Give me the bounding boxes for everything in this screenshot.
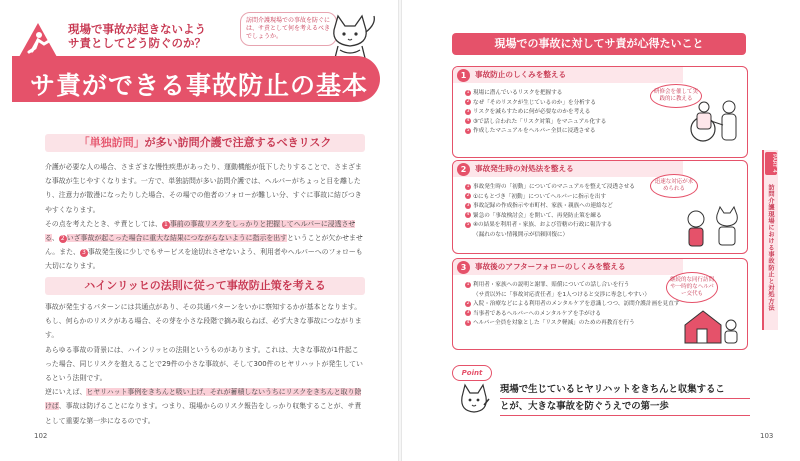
item-list [465,183,680,240]
list-item: 1 現場に潜んでいるリスクを把握する [466,89,563,96]
list-item: 4 ヘルパー全員を対象とした「リスク軽減」のための再教育を行う [466,319,635,326]
list-item: 2 ①にもとづき「初動」についてヘルパーに指示を出す [466,193,607,200]
page-number-right: 103 [760,432,774,440]
list-item: 3 当事者であるヘルパーへのメンタルケアを手がける [466,310,601,317]
section-heading-heinrich: ハインリッヒの法則に従って事故防止策を考える [45,277,365,295]
paragraph-heinrich-law: 事故が発生するパターンには共通点があり、その共通パターンをいかに察知するかが基本となります。もし、何らかのリスクがある場合、その芽を小さな段階で摘み取らねば、必ず大きな事故につながります。 あらゆる事故の背景には、ハインリッヒの法則というものがあります。これは、大きな事故が1件起こった場合、同じリスクを抱えることで29件の小さな事故が、そして300件のヒヤリハットが発生しているという法則です。 逆にいえば、ヒヤリハット事例をきちんと吸い上げ、それが蓄積しないうちにリスクをきちんと取り除けば、事故は防げることになります。つまり、現場からのリスク報告をしっかり収集することが、サ責として重要な第一歩になるのです。 [45,303,363,425]
tip-bubble: 研修会を催して実践的に教える [650,84,702,108]
item-list [465,89,680,137]
list-item: 1 事故発生時の「初動」についてのマニュアルを整えて浸透させる [466,183,635,190]
box-after-follow-up [452,258,748,350]
list-item: 3 事故記録の作成指示や市町村、家族・親族への連絡など [466,202,613,209]
box-header [453,161,683,177]
home-visit-illustration [681,307,741,345]
section-heading-single-visit: 「単独訪問」が多い訪問介護で注意するべきリスク [45,134,365,152]
tip-bubble: 継続的な同行訪問や一時的なヘルパー交代も [666,272,718,303]
list-item: 5 ④の結果を利用者・家族、および管轄の行政に報告する [466,221,613,228]
cat-pointing-icon [456,381,492,421]
tip-bubble: 迅速な対応が求められる [650,174,698,198]
box-number: 2 [457,163,470,176]
list-item: 1 利用者・家族への説明と謝罪、賠償についての話し合いを行う [466,281,630,288]
box-number: 1 [457,69,470,82]
item-list [465,281,680,329]
box-title: 事故防止のしくみを整える [475,70,567,79]
question-title: 現場で事故が起きないよう サ責としてどう防ぐのか？ [68,22,206,50]
box-accident-prevention [452,66,748,158]
list-item: 5 作成したマニュアルをヘルパー全員に浸透させる [466,127,596,134]
page-title: サ責ができる事故防止の基本 [30,71,369,100]
list-item: 2 入院・治療などによる利用者のメンタルケアを意識しつつ、訪問介護計画を見直す [466,300,680,307]
point-badge: Point [452,365,492,381]
list-item: 3 リスクを減らすために何が必要なのかを考える [466,108,591,115]
box-incident-response [452,160,748,254]
list-item: （漏れのない情報開示が信頼回復に） [473,231,569,238]
point-summary: 現場で生じているヒヤリハットをきちんと収集するこ とが、大きな事故を防ぐうえでの第一歩 [500,382,750,416]
list-item: （サ責以外に「事故対応責任者」を1人つけると交渉に専念しやすい） [473,291,650,298]
right-page [400,0,800,461]
list-item: 4 緊急の「事故検討会」を開いて、再発防止策を練る [466,212,602,219]
section-banner: 現場での事故に対してサ責が心得たいこと [452,33,746,55]
list-item: 4 ③で話し合われた「リスク対策」をマニュアル化する [466,118,607,125]
chapter-side-tab [762,150,778,330]
paragraph-single-visit-risk: 介護が必要な人の場合、さまざまな慢性疾患があったり、運動機能が低下したりすることで、さまざまな事故が生じやすくなります。一方で、単独訪問が多い訪問介護では、ヘルパーがちょっと目を離したり、注意力が散漫になったりした場合、その場での他者のフォローが難しい分、すぐに事故に結びつきやすくなります。 その点を考えたとき、サ責としては、 1 事前の事故リスクをしっかりと把握してヘルパーに浸透させる、 2 いざ事故が起こった場合に重大な結果につながらないように指示を出すということが欠かせません。また、 3 事故発生後に少しでもサービスを途切れさせないよう、利用者やヘルパーへのフォローも大切になります。 [45,163,363,271]
discussion-illustration [681,205,743,249]
box-title: 事故発生時の対処法を整える [475,164,574,173]
speech-note: 訪問介護現場での事故を防ぐには、サ責として何を考えるべきでしょうか。 [240,12,337,46]
box-title: 事故後のアフターフォローのしくみを整える [475,262,626,271]
list-item: 2 なぜ「そのリスクが生じているのか」を分析する [466,99,596,106]
box-header [453,259,683,275]
chapter-tag: PART 4 [765,152,777,175]
page-number-left: 102 [34,432,48,440]
chapter-title: 訪問介護現場における事故防止と対処方法 [767,184,774,312]
box-number: 3 [457,261,470,274]
box-header [453,67,683,83]
slip-hazard-icon [18,22,58,58]
